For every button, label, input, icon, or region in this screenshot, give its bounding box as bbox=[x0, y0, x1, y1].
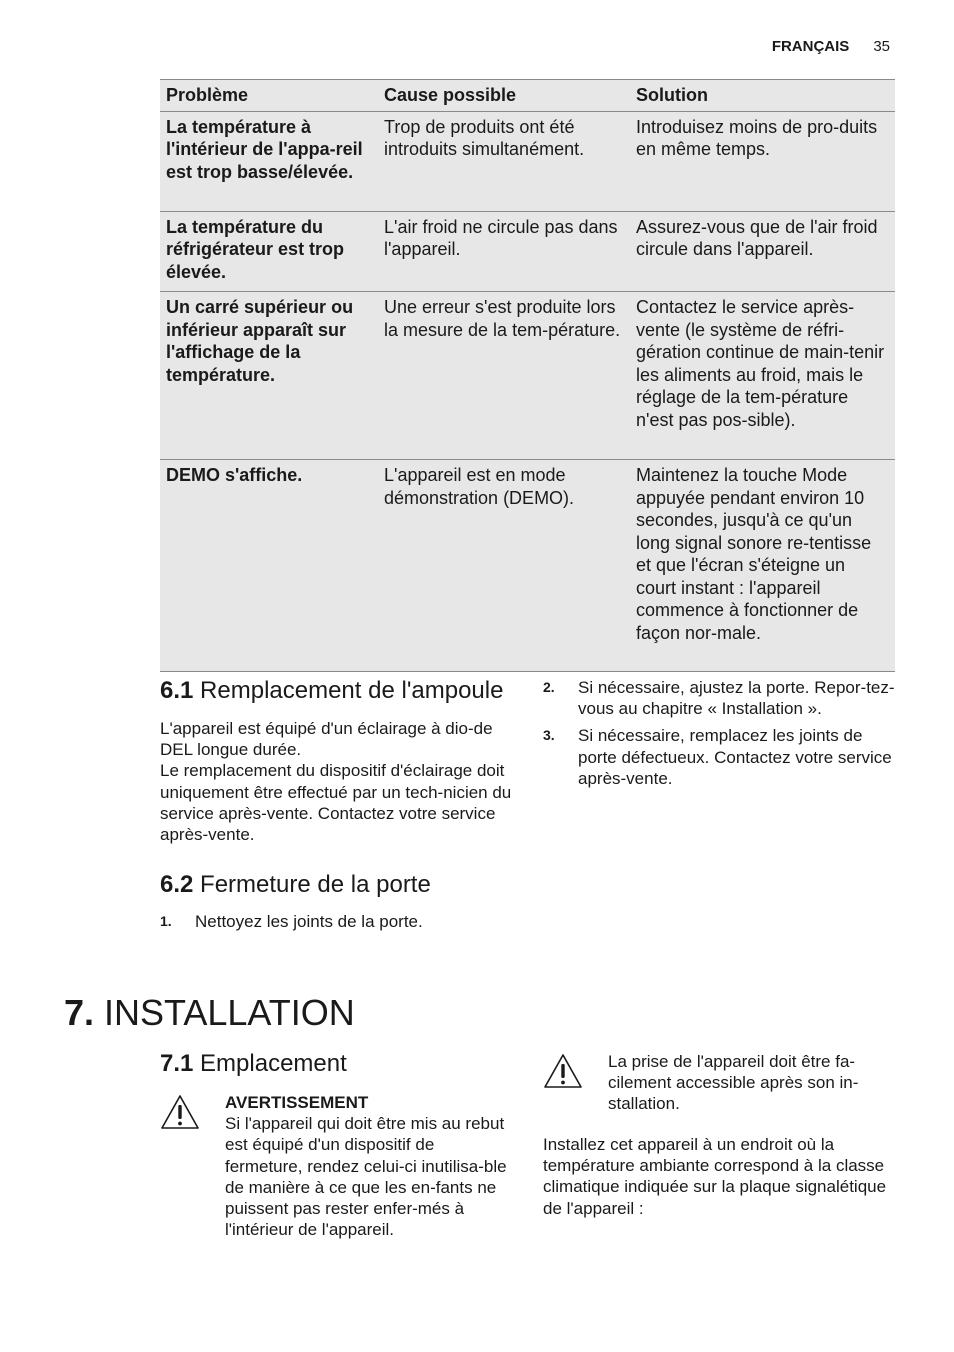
section-heading-7-1 bbox=[160, 1050, 347, 1078]
warning-text: Si l'appareil qui doit être mis au rebut est équipé d'un dispositif de fermeture, rendez celui-ci inutilisa-ble de manière à ce que les en-fants ne puissent pas rester enfer-més à l'intérieur de l'appareil. bbox=[225, 1114, 507, 1240]
steps-list-continued bbox=[543, 677, 895, 795]
page-number: 35 bbox=[873, 38, 890, 55]
section-number: 7.1 bbox=[160, 1050, 194, 1077]
cause-cell: L'air froid ne circule pas dans l'appareil. bbox=[378, 211, 630, 292]
cause-cell: L'appareil est en mode démonstration (DEMO). bbox=[378, 460, 630, 672]
installation-paragraph: Installez cet appareil à un endroit où la température ambiante correspond à la classe climatique indiquée sur la plaque signalétique de l'appareil : bbox=[543, 1135, 887, 1218]
step-number: 1. bbox=[160, 913, 172, 929]
paragraph: Le remplacement du dispositif d'éclairage doit uniquement être effectué par un tech-nicien du service après-vente. Contactez votre service après-vente. bbox=[160, 761, 512, 845]
note-text: La prise de l'appareil doit être fa-cilement accessible après son in-stallation. bbox=[608, 1052, 859, 1114]
step-number: 2. bbox=[543, 679, 555, 695]
list-item bbox=[543, 677, 895, 719]
solution-cell: Introduisez moins de pro-duits en même temps. bbox=[630, 111, 895, 211]
problem-cell: Un carré supérieur ou inférieur apparaît sur l'affichage de la température. bbox=[160, 292, 378, 460]
steps-list bbox=[160, 911, 515, 938]
column-header: Solution bbox=[630, 80, 895, 112]
column-header: Problème bbox=[160, 80, 378, 112]
list-item bbox=[160, 911, 515, 932]
section-number: 6.2 bbox=[160, 871, 194, 898]
section-title: Fermeture de la porte bbox=[200, 871, 431, 898]
warning-block bbox=[225, 1092, 515, 1240]
table-row bbox=[160, 460, 895, 672]
solution-cell: Assurez-vous que de l'air froid circule dans l'appareil. bbox=[630, 211, 895, 292]
chapter-title: INSTALLATION bbox=[104, 992, 355, 1033]
troubleshooting-table bbox=[160, 79, 895, 672]
step-text: Si nécessaire, remplacez les joints de porte défectueux. Contactez votre service après-vente. bbox=[578, 726, 892, 788]
table-row bbox=[160, 111, 895, 211]
section-heading-6-1 bbox=[160, 677, 503, 705]
solution-cell: Maintenez la touche Mode appuyée pendant environ 10 secondes, jusqu'à ce qu'un long signal sonore re-tentisse et que l'écran s'éteigne un court instant : l'appareil commence à fonctionner de façon nor-male. bbox=[630, 460, 895, 672]
warning-triangle-icon bbox=[543, 1053, 583, 1089]
warning-triangle-icon bbox=[160, 1094, 200, 1130]
section-6-1-body bbox=[160, 718, 515, 845]
chapter-heading bbox=[64, 992, 355, 1034]
section-title: Remplacement de l'ampoule bbox=[200, 677, 504, 704]
section-name: FRANÇAIS bbox=[771, 38, 850, 55]
section-heading-6-2 bbox=[160, 871, 431, 899]
table-header-row bbox=[160, 80, 895, 112]
warning-title: AVERTISSEMENT bbox=[225, 1093, 369, 1112]
table-row bbox=[160, 211, 895, 292]
cause-cell: Une erreur s'est produite lors la mesure de la tem-pérature. bbox=[378, 292, 630, 460]
paragraph: L'appareil est équipé d'un éclairage à dio-de DEL longue durée. bbox=[160, 719, 493, 760]
problem-cell: La température du réfrigérateur est trop élevée. bbox=[160, 211, 378, 292]
step-text: Nettoyez les joints de la porte. bbox=[195, 912, 423, 931]
problem-cell: La température à l'intérieur de l'appa-reil est trop basse/élevée. bbox=[160, 111, 378, 211]
section-number: 6.1 bbox=[160, 677, 194, 704]
chapter-number: 7. bbox=[64, 992, 95, 1033]
table-row bbox=[160, 292, 895, 460]
column-header: Cause possible bbox=[378, 80, 630, 112]
cause-cell: Trop de produits ont été introduits simultanément. bbox=[378, 111, 630, 211]
list-item bbox=[543, 725, 895, 789]
step-number: 3. bbox=[543, 727, 555, 744]
problem-cell: DEMO s'affiche. bbox=[160, 460, 378, 672]
step-text: Si nécessaire, ajustez la porte. Repor-tez-vous au chapitre « Installation ». bbox=[578, 678, 895, 719]
section-title: Emplacement bbox=[200, 1050, 347, 1077]
page-header bbox=[772, 38, 890, 55]
solution-cell: Contactez le service après-vente (le système de réfri-gération continue de main-tenir les aliments au froid, mais le réglage de la tem-pérature n'est pas pos-sible). bbox=[630, 292, 895, 460]
